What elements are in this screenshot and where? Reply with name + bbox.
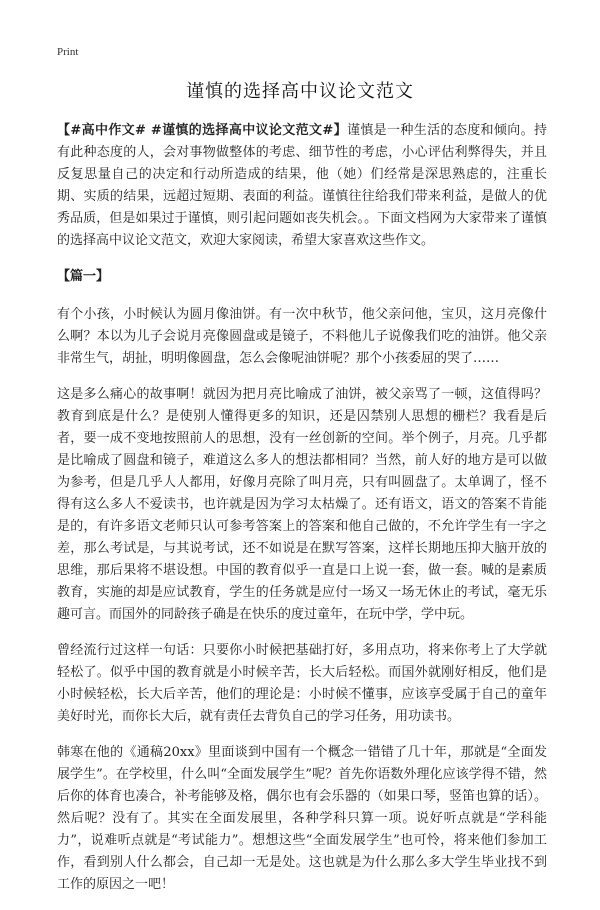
intro-paragraph	[57, 120, 547, 252]
section-heading: 【篇一】	[57, 269, 110, 284]
article-body	[57, 120, 547, 910]
article-paragraph-1: 有个小孩，小时候认为圆月像油饼。有一次中秋节，他父亲问他，宝贝，这月亮像什么啊？本以为儿子会说月亮像圆盘或是镜子，不料他儿子说像我们吃的油饼。他父亲非常生气，胡扯，明明像圆盘，怎么会像呢油饼呢？那个小孩委屈的哭了……	[57, 307, 547, 366]
article-paragraph-2: 这是多么痛心的故事啊！就因为把月亮比喻成了油饼，被父亲骂了一顿，这值得吗？教育到底是什么？是使别人懂得更多的知识，还是囚禁别人思想的栅栏？我看是后者，要一成不变地按照前人的思想，没有一丝创新的空间。举个例子，月亮。几乎都是比喻成了圆盘和镜子，难道这么多人的想法都相同？当然，前人好的地方是可以做为参考，但是几乎人人都用，好像月亮除了叫月亮，只有叫圆盘了。太单调了，怪不得有这么多人不爱读书，也许就是因为学习太枯燥了。还有语文，语文的答案不肯能是的，有许多语文老师只认可参考答案上的答案和他自己做的，不允许学生有一字之差，那么考试是，与其说考试，还不如说是在默写答案，这样长期地压抑大脑开放的思维，那后果将不堪设想。中国的教育似乎一直是口上说一套，做一套。喊的是素质教育，实施的却是应试教育，学生的任务就是应付一场又一场无休止的考试，毫无乐趣可言。而国外的同龄孩子确是在快乐的度过童年，在玩中学，学中玩。	[57, 387, 547, 622]
intro-text: 谨慎是一种生活的态度和倾向。持有此种态度的人，会对事物做整体的考虑、细节性的考虑，小心评估利弊得失，并且反复思量自己的决定和行动所造成的结果，他（她）们经常是深思熟虑的，注重长期、实质的结果，远超过短期、表面的利益。谨慎往往给我们带来利益，是做人的优秀品质，但是如果过于谨慎，则引起问题如丧失机会。。下面文档网为大家带来了谨慎的选择高中议论文范文，欢迎大家阅读，希望大家喜欢这些作文。	[57, 123, 547, 248]
article-paragraph-3: 曾经流行过这样一句话：只要你小时候把基础打好，多用点功，将来你考上了大学就轻松了。似乎中国的教育就是小时候辛苦，长大后轻松。而国外就刚好相反，他们是小时候轻松，长大后辛苦，他们的理论是：小时候不懂事，应该享受属于自己的童年美好时光，而你长大后，就有责任去背负自己的学习任务，用功读书。	[57, 643, 547, 724]
article-tags: 【#高中作文# #谨慎的选择高中议论文范文#】	[57, 123, 347, 138]
print-link[interactable]: Print	[57, 46, 79, 58]
article-paragraph-4: 韩寒在他的《通稿20xx》里面谈到中国有一个概念一错错了几十年，那就是“全面发展学生”。在学校里，什么叫“全面发展学生”呢？首先你语数外理化应该学得不错，然后你的体育也凑合，补考能够及格，偶尔也有会乐器的（如果口琴，竖笛也算的话）。然后呢？没有了。其实在全面发展里，各种学科只算一项。说好听点就是“学科能力”，说难听点就是“考试能力”。想想这些“全面发展学生”也可怜，将来他们参加工作，看到别人什么都会，自己却一无是处。这也就是为什么那么多大学生毕业找不到工作的原因之一吧！	[57, 745, 547, 892]
page-title: 谨慎的选择高中议论文范文	[186, 81, 414, 102]
